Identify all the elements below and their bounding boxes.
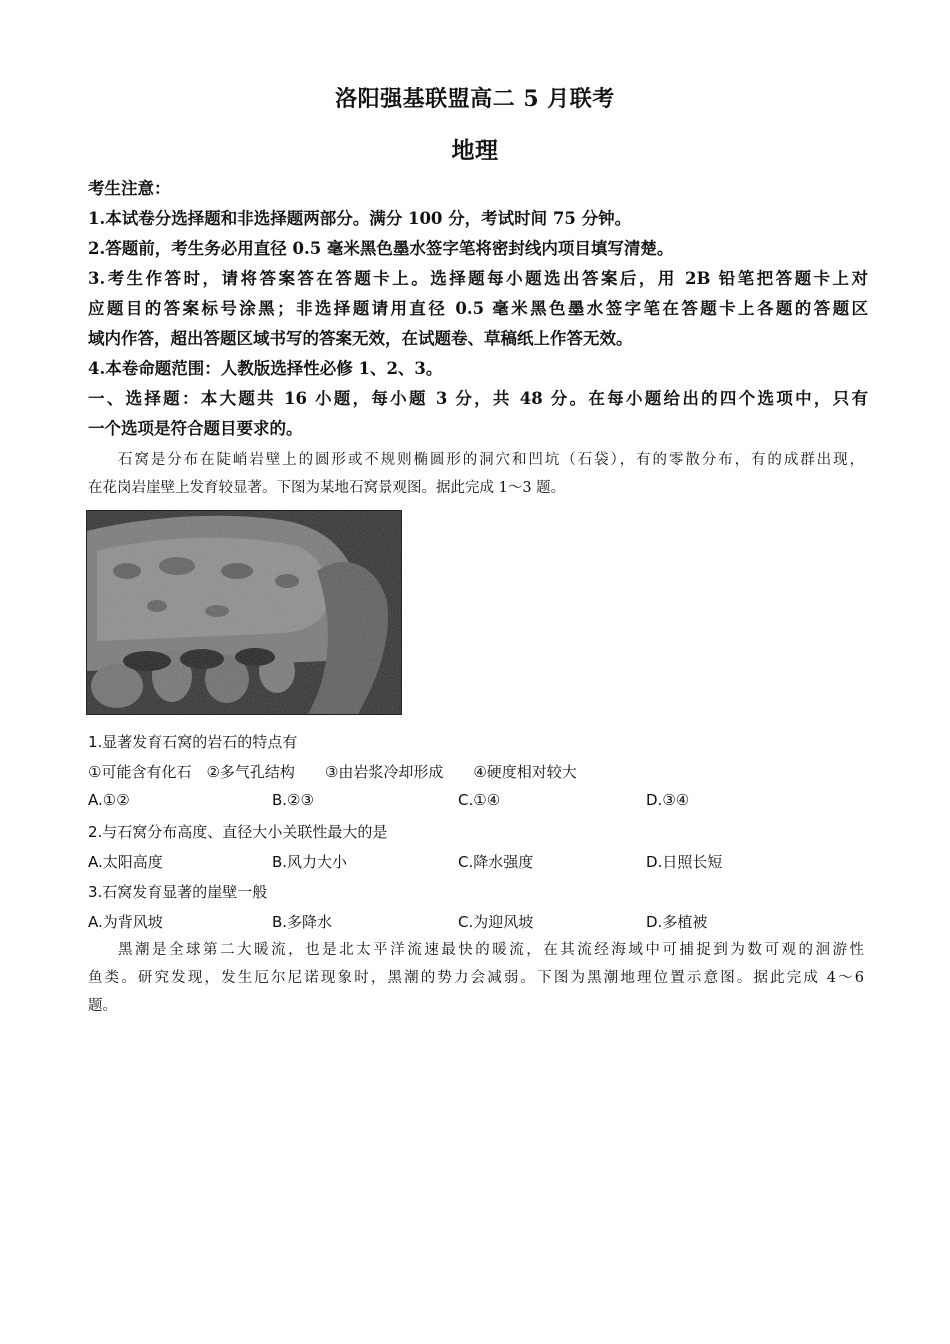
notice-item: 4.本卷命题范围：人教版选择性必修 1、2、3。 xyxy=(88,359,443,378)
passage-line: 鱼类。研究发现，发生厄尔尼诺现象时，黑潮的势力会减弱。下图为黑潮地理位置示意图。据此完成 4～6 xyxy=(88,970,864,986)
notice-item: 2.答题前，考生务必用直径 0.5 毫米黑色墨水签字笔将密封线内项目填写清楚。 xyxy=(88,239,674,258)
notice-item: 3.考生作答时，请将答案答在答题卡上。选择题每小题选出答案后，用 2B 铅笔把答题卡上对 xyxy=(88,269,868,288)
exam-subject: 地理 xyxy=(451,137,499,164)
question-stem: 2.与石窝分布高度、直径大小关联性最大的是 xyxy=(88,823,388,841)
option-c: C.为迎风坡 xyxy=(458,913,534,931)
option-b: B.②③ xyxy=(272,791,314,809)
option-d: D.③④ xyxy=(646,791,690,809)
option-c: C.降水强度 xyxy=(458,853,534,871)
passage-line: 黑潮是全球第二大暖流，也是北太平洋流速最快的暖流，在其流经海域中可捕捉到为数可观的洄游性 xyxy=(118,942,864,958)
question-stem: 1.显著发育石窝的岩石的特点有 xyxy=(88,733,298,751)
passage-line: 题。 xyxy=(88,998,117,1014)
stone-nest-photo xyxy=(86,510,402,715)
notice-section xyxy=(88,174,868,444)
option-b: B.多降水 xyxy=(272,913,333,931)
option-a: A.为背风坡 xyxy=(88,913,163,931)
notice-heading: 考生注意： xyxy=(88,179,171,198)
option-c: C.①④ xyxy=(458,791,501,809)
question-stem: 3.石窝发育显著的崖壁一般 xyxy=(88,883,268,901)
question-statements: ①可能含有化石 ②多气孔结构 ③由岩浆冷却形成 ④硬度相对较大 xyxy=(88,763,577,781)
passage-stone-nest xyxy=(88,446,864,502)
option-a: A.太阳高度 xyxy=(88,853,163,871)
stone-nest-photo-illustration xyxy=(87,511,402,715)
option-a: A.①② xyxy=(88,791,130,809)
notice-item: 域内作答，超出答题区域书写的答案无效，在试题卷、草稿纸上作答无效。 xyxy=(88,329,633,348)
notice-item: 1.本试卷分选择题和非选择题两部分。满分 100 分，考试时间 75 分钟。 xyxy=(88,209,632,228)
passage-line: 在花岗岩崖壁上发育较显著。下图为某地石窝景观图。据此完成 1～3 题。 xyxy=(88,480,566,496)
notice-item: 应题目的答案标号涂黑；非选择题请用直径 0.5 毫米黑色墨水签字笔在答题卡上各题的答题区 xyxy=(88,299,868,318)
option-d: D.多植被 xyxy=(646,913,708,931)
exam-title: 洛阳强基联盟高二 5 月联考 xyxy=(335,86,615,112)
option-b: B.风力大小 xyxy=(272,853,348,871)
section-heading: 一、选择题：本大题共 16 小题，每小题 3 分，共 48 分。在每小题给出的四个选项中，只有 xyxy=(88,389,868,408)
passage-kuroshio xyxy=(88,936,864,1020)
section-heading: 一个选项是符合题目要求的。 xyxy=(88,419,303,438)
passage-line: 石窝是分布在陡峭岩壁上的圆形或不规则椭圆形的洞穴和凹坑（石袋），有的零散分布，有的成群出现， xyxy=(118,452,864,468)
option-d: D.日照长短 xyxy=(646,853,723,871)
